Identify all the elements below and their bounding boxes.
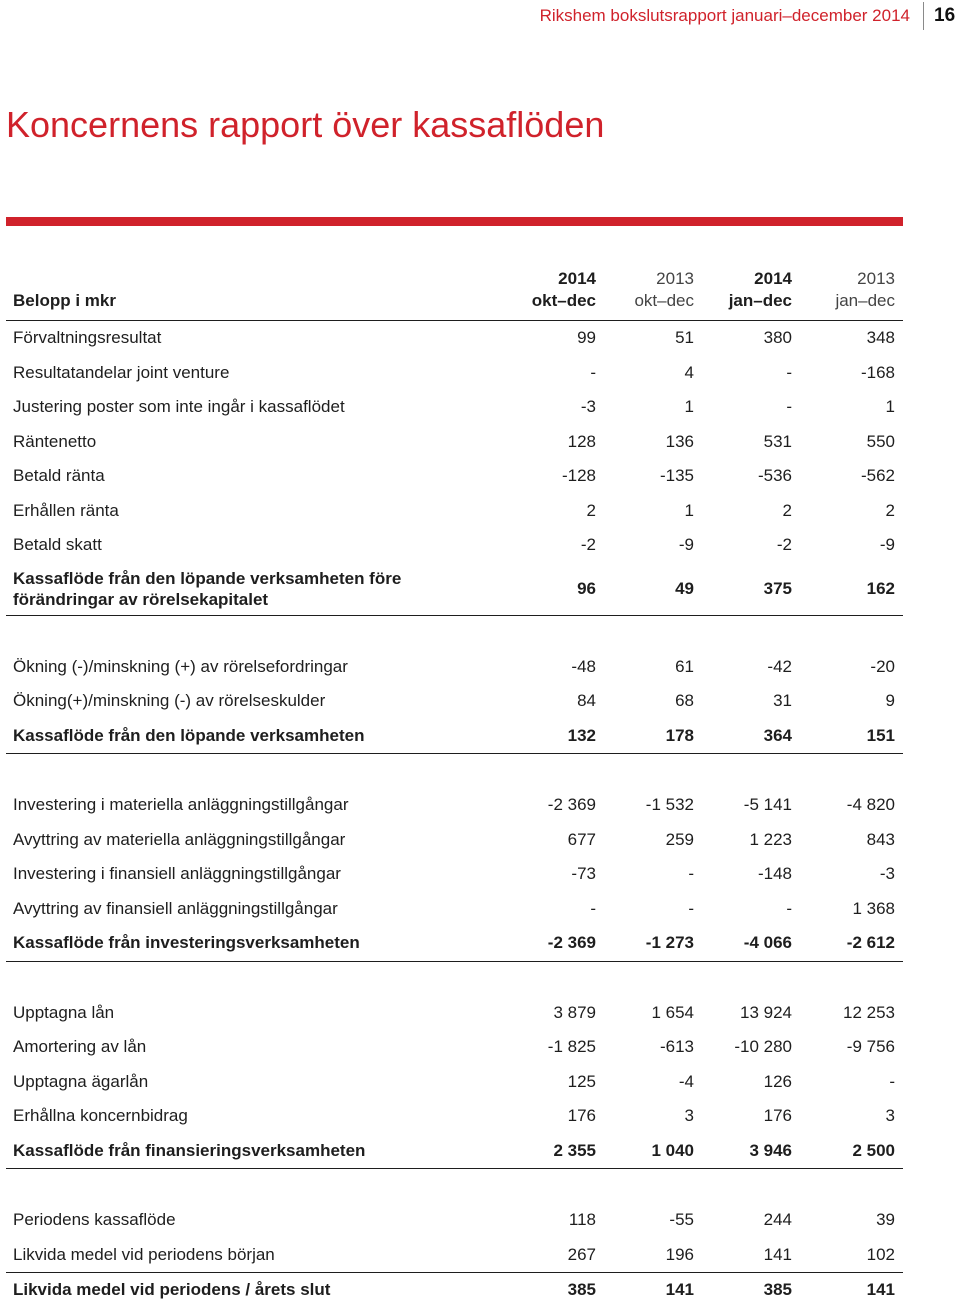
row-label: Kassaflöde från finansieringsverksamheten [6,1134,506,1169]
cell-value: 1 [885,397,895,417]
cell-value: -73 [571,864,596,884]
label-column-header: Belopp i mkr [6,268,506,321]
cell-value: -4 [678,1071,694,1091]
cell-value: - [786,397,792,417]
subtotal-row [6,719,903,754]
cell-value: 178 [604,719,702,754]
cell-value: 531 [763,431,792,451]
cell-value: 1 368 [852,898,895,918]
table-row [6,459,903,494]
cell-value: 380 [763,328,792,348]
table-row [6,1030,903,1065]
cell-value: 677 [567,829,596,849]
cell-value: 132 [506,719,604,754]
table-row [6,1238,903,1273]
page-header [0,0,960,34]
subtotal-row [6,563,903,616]
table-row [6,1099,903,1134]
cell-value: 61 [675,656,694,676]
cell-value: -2 369 [506,926,604,961]
row-label: Justering poster som inte ingår i kassaflödet [13,397,345,417]
cell-value: 1 [684,397,694,417]
page-number: 16 [934,5,956,26]
cell-value: 2 355 [506,1134,604,1169]
cell-value: 141 [866,1280,895,1300]
cell-value: - [786,898,792,918]
row-label: Avyttring av materiella anläggningstillgångar [13,829,346,849]
table-row [6,321,903,356]
table-row [6,1203,903,1238]
cell-value: 375 [702,563,800,616]
cell-value: -536 [757,466,792,486]
cell-value: 1 223 [749,829,792,849]
row-label: Avyttring av finansiell anläggningstillgångar [13,898,338,918]
report-title: Rikshem bokslutsrapport januari–december 2014 [539,6,910,25]
cell-value: 141 [763,1244,792,1264]
cash-flow-table [6,268,903,1308]
row-label: Amortering av lån [13,1037,147,1057]
row-label: Periodens kassaflöde [13,1210,176,1230]
table-row [6,857,903,892]
cell-value: -55 [669,1210,694,1230]
table-row [6,788,903,823]
cell-value: -2 369 [547,795,596,815]
row-label: Räntenetto [13,431,97,451]
cell-value: - [889,1071,895,1091]
cell-value: 244 [763,1210,792,1230]
cell-value: 259 [665,829,694,849]
cell-value: -4 066 [702,926,800,961]
cell-value: 4 [684,362,694,382]
cell-value: - [786,362,792,382]
cell-value: 141 [665,1280,694,1300]
cell-value: -2 [580,535,596,555]
row-label: Betald skatt [13,535,102,555]
table-row [6,996,903,1031]
row-label: Förvaltningsresultat [13,328,162,348]
cell-value: 2 [782,500,792,520]
cell-value: -9 [678,535,694,555]
cell-value: 102 [866,1244,895,1264]
subtotal-row [6,926,903,961]
cell-value: -562 [860,466,895,486]
cell-value: -9 [879,535,895,555]
cell-value: -42 [767,656,792,676]
section-spacer [6,615,903,650]
header-divider [923,2,924,30]
cell-value: 3 879 [553,1002,596,1022]
row-label: Betald ränta [13,466,105,486]
cell-value: -2 612 [800,926,903,961]
cell-value: 3 [684,1106,694,1126]
table-row [6,494,903,529]
row-label: Ökning(+)/minskning (-) av rörelseskulder [13,691,326,711]
section-spacer [6,961,903,996]
cell-value: 31 [773,691,792,711]
cell-value: -2 [776,535,792,555]
row-label: Upptagna ägarlån [13,1071,149,1091]
section-spacer [6,1169,903,1204]
cell-value: 12 253 [843,1002,895,1022]
row-label: Likvida medel vid periodens / årets slut [13,1280,331,1300]
cell-value: -9 756 [846,1037,895,1057]
cell-value: 136 [665,431,694,451]
column-header-2014-okt-dec: 2014 okt–dec [506,268,604,321]
cell-value: 162 [800,563,903,616]
cell-value: 3 [885,1106,895,1126]
cell-value: 385 [763,1280,792,1300]
cell-value: 267 [567,1244,596,1264]
row-label: Kassaflöde från den löpande verksamheten före förändringar av rörelsekapitalet [6,563,506,616]
cell-value: 843 [866,829,895,849]
table-row [6,390,903,425]
cell-value: 39 [876,1210,895,1230]
table-body [6,321,903,1308]
cash-flow-table-container [6,268,903,1308]
cell-value: 385 [567,1280,596,1300]
cell-value: -5 141 [743,795,792,815]
row-label: Erhållen ränta [13,500,119,520]
row-label: Resultatandelar joint venture [13,362,230,382]
cell-value: -1 273 [604,926,702,961]
section-spacer [6,754,903,789]
cell-value: -48 [571,656,596,676]
cell-value: 151 [800,719,903,754]
subtotal-row [6,1134,903,1169]
title-accent-bar [6,217,903,226]
cell-value: 9 [885,691,895,711]
cell-value: -135 [659,466,694,486]
cell-value: 118 [568,1210,596,1230]
table-row [6,1065,903,1100]
table-row [6,650,903,685]
cell-value: 126 [763,1071,792,1091]
cell-value: 348 [866,328,895,348]
cell-value: - [590,898,596,918]
cell-value: 1 040 [604,1134,702,1169]
cell-value: 1 [684,500,694,520]
cell-value: 96 [506,563,604,616]
cell-value: -10 280 [734,1037,792,1057]
cell-value: 176 [763,1106,792,1126]
row-label: Ökning (-)/minskning (+) av rörelsefordringar [13,656,348,676]
table-row [6,528,903,563]
column-header-2013-jan-dec: 2013 jan–dec [800,268,903,321]
column-header-2013-okt-dec: 2013 okt–dec [604,268,702,321]
table-row [6,684,903,719]
cell-value: 176 [567,1106,596,1126]
cell-value: 13 924 [740,1002,792,1022]
cell-value: 550 [866,431,895,451]
row-label: Kassaflöde från den löpande verksamheten [6,719,506,754]
cell-value: 1 654 [651,1002,694,1022]
cell-value: 2 500 [800,1134,903,1169]
cell-value: - [590,362,596,382]
table-row [6,892,903,927]
cell-value: - [688,898,694,918]
cell-value: 125 [567,1071,596,1091]
cell-value: 3 946 [702,1134,800,1169]
cell-value: 2 [586,500,596,520]
cell-value: -1 532 [645,795,694,815]
cell-value: 2 [885,500,895,520]
cell-value: 49 [604,563,702,616]
column-header-2014-jan-dec: 2014 jan–dec [702,268,800,321]
cell-value: -4 820 [846,795,895,815]
page-title: Koncernens rapport över kassaflöden [6,104,605,145]
cell-value: 128 [567,431,596,451]
cell-value: 68 [675,691,694,711]
row-label: Erhållna koncernbidrag [13,1106,188,1126]
table-header [6,268,903,321]
cell-value: -148 [757,864,792,884]
row-label: Investering i materiella anläggningstillgångar [13,795,349,815]
cell-value: 196 [665,1244,694,1264]
row-label: Investering i finansiell anläggningstillgångar [13,864,341,884]
cell-value: -168 [860,362,895,382]
table-row [6,356,903,391]
cell-value: -3 [879,864,895,884]
row-label: Likvida medel vid periodens början [13,1244,275,1264]
cell-value: -613 [659,1037,694,1057]
cell-value: - [688,864,694,884]
total-row [6,1273,903,1308]
cell-value: 364 [702,719,800,754]
table-row [6,425,903,460]
table-row [6,823,903,858]
cell-value: -1 825 [547,1037,596,1057]
row-label: Kassaflöde från investeringsverksamheten [6,926,506,961]
cell-value: 84 [577,691,596,711]
cell-value: -20 [870,656,895,676]
row-label: Upptagna lån [13,1002,115,1022]
cell-value: 99 [577,328,596,348]
cell-value: -128 [561,466,596,486]
cell-value: -3 [580,397,596,417]
cell-value: 51 [675,328,694,348]
